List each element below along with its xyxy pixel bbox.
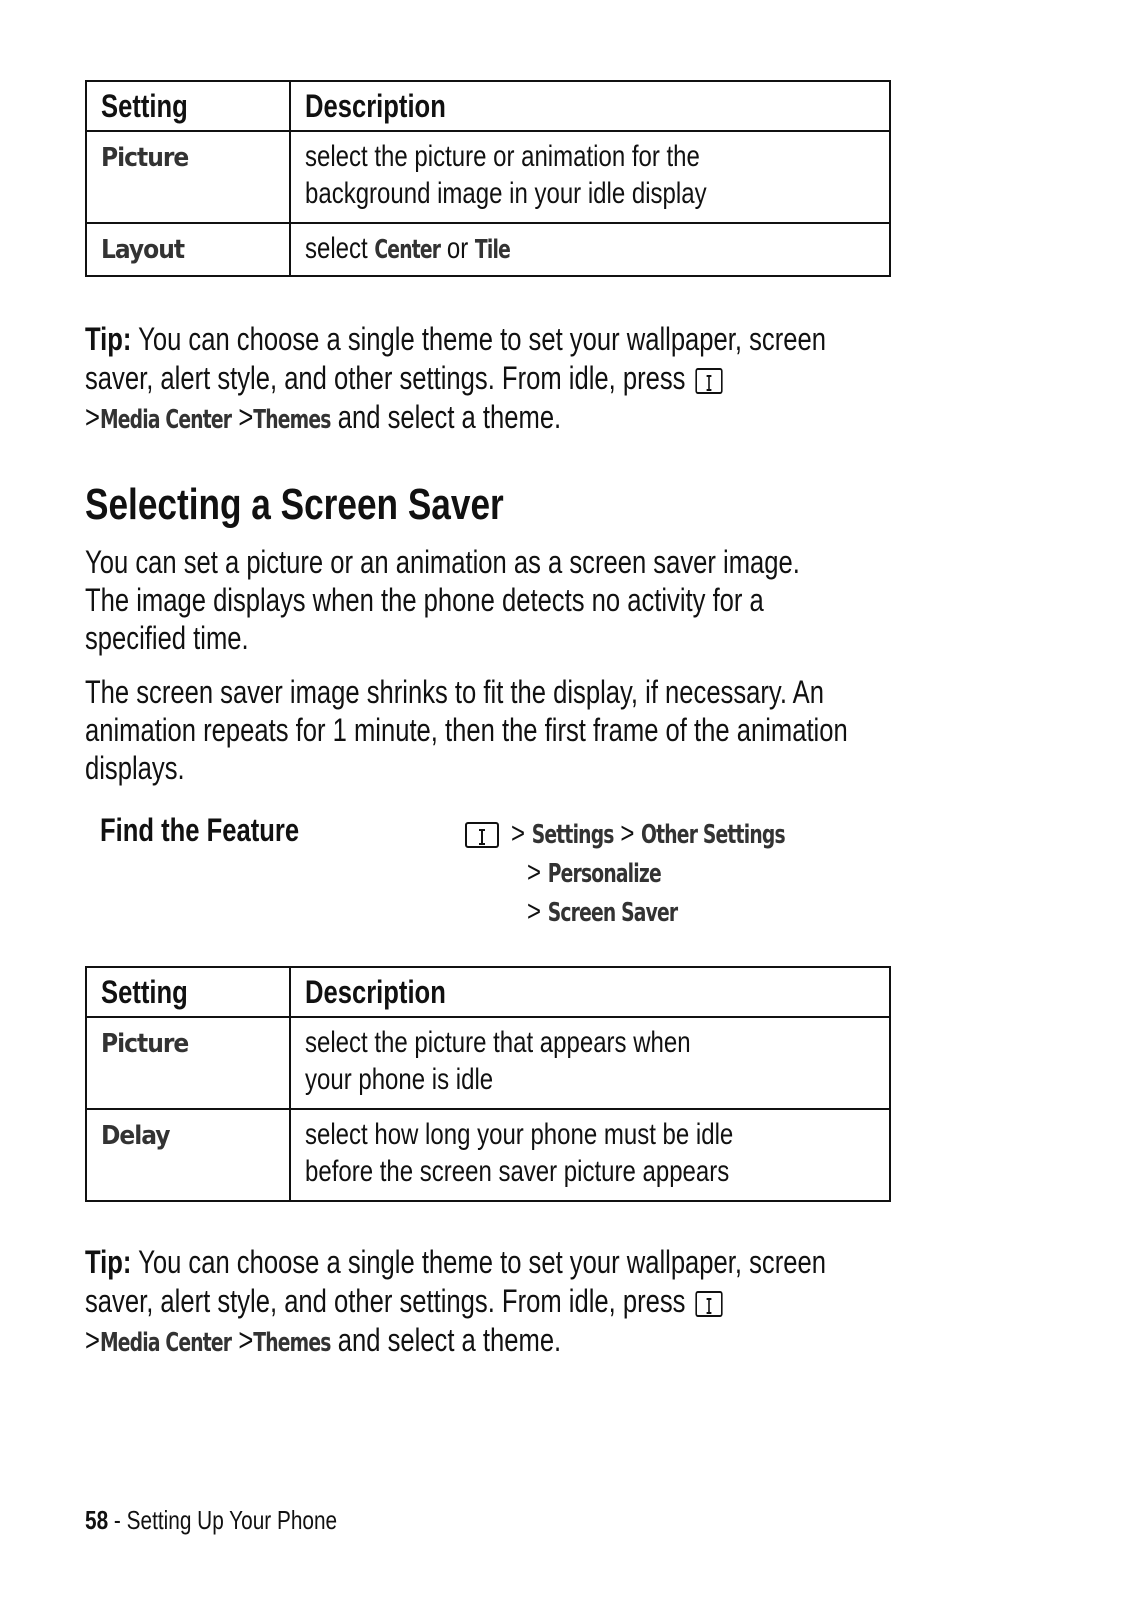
table-row [86, 1017, 890, 1109]
intro-paragraph: You can set a picture or an animation as a screen saver image. The image displays when the phone detects no activity for a specified time. [85, 544, 800, 656]
settings-table-wallpaper [85, 80, 891, 277]
description-cell: select the picture that appears when your phone is idle [290, 1017, 890, 1109]
setting-cell: Picture [86, 131, 290, 223]
detail-paragraph: The screen saver image shrinks to fit the display, if necessary. An animation repeats for 1 minute, then the first frame of the animation displays. [85, 674, 848, 786]
setting-cell: Delay [86, 1109, 290, 1201]
table-row [86, 131, 890, 223]
description-cell: select the picture or animation for the background image in your idle display [290, 131, 890, 223]
tip-paragraph: Tip: You can choose a single theme to set your wallpaper, screen saver, alert style, and other settings. From idle, press >Media Center >Themes and select a theme. [85, 321, 826, 435]
menu-item-screen-saver[interactable]: Screen Saver [547, 898, 678, 928]
table-row [86, 1109, 890, 1201]
setting-cell: Picture [86, 1017, 290, 1109]
menu-key-icon [696, 368, 723, 394]
header-setting: Setting [86, 967, 290, 1017]
menu-item-settings[interactable]: Settings [531, 820, 614, 850]
tip-paragraph: Tip: You can choose a single theme to set your wallpaper, screen saver, alert style, and other settings. From idle, press >Media Center >Themes and select a theme. [85, 1244, 826, 1358]
page-number: 58 [85, 1505, 109, 1535]
table-header-row [86, 81, 890, 131]
find-feature-path: > Settings > Other Settings > Personalize > Screen Saver [465, 815, 853, 932]
menu-key-icon [696, 1291, 723, 1317]
description-cell: select how long your phone must be idle before the screen saver picture appears [290, 1109, 890, 1201]
description-cell: select Center or Tile [290, 223, 890, 276]
menu-item-other-settings[interactable]: Other Settings [641, 820, 785, 850]
table-row [86, 223, 890, 276]
section-heading: Selecting a Screen Saver [85, 480, 504, 529]
page-footer: 58 - Setting Up Your Phone [85, 1505, 338, 1535]
header-description: Description [290, 967, 890, 1017]
table-header-row [86, 967, 890, 1017]
setting-cell: Layout [86, 223, 290, 276]
settings-table-screen-saver [85, 966, 891, 1202]
header-description: Description [290, 81, 890, 131]
find-feature-label: Find the Feature [100, 812, 300, 848]
menu-key-icon [465, 822, 499, 848]
header-setting: Setting [86, 81, 290, 131]
menu-item-personalize[interactable]: Personalize [547, 859, 661, 889]
footer-section-title: Setting Up Your Phone [126, 1505, 338, 1535]
